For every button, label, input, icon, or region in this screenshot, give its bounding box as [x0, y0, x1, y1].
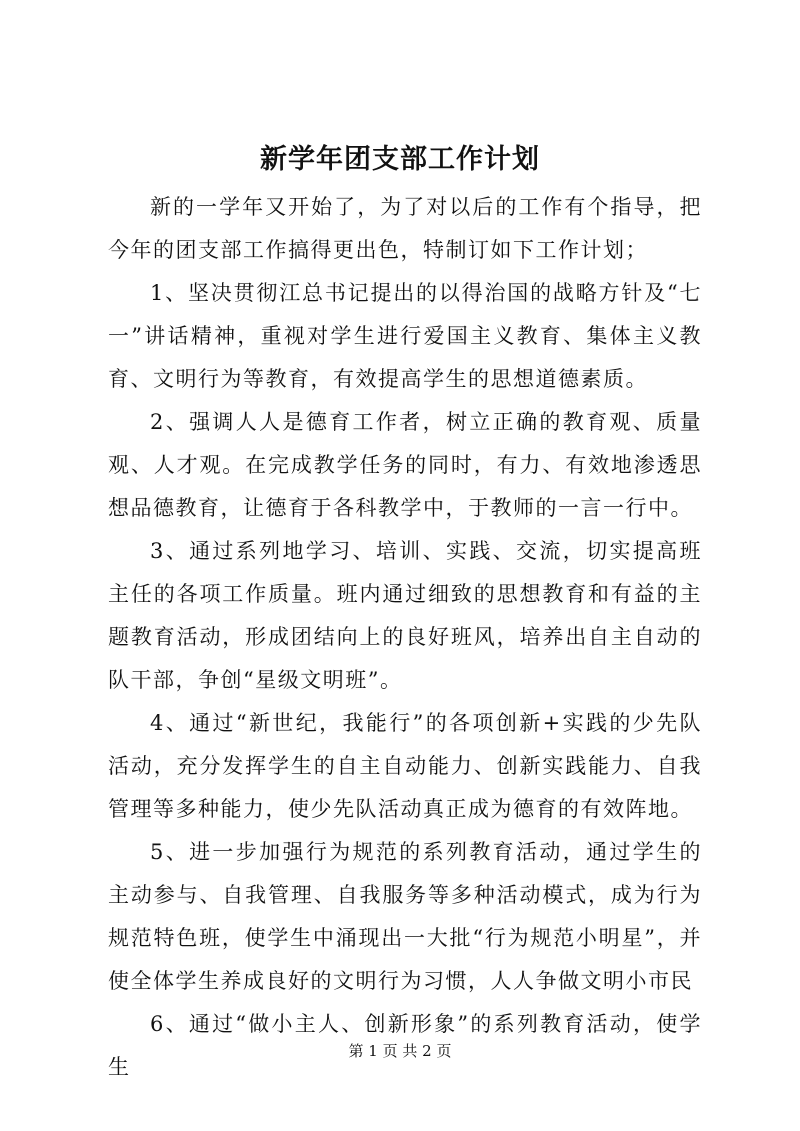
paragraph-item-5: 5、进一步加强行为规范的系列教育活动，通过学生的主动参与、自我管理、自我服务等多种活动模式，成为行为规范特色班，使学生中涌现出一大批“行为规范小明星”，并使全体学生养成良好的文明行为习惯，人人争做文明小市民 [108, 840, 702, 993]
paragraph-intro: 新的一学年又开始了，为了对以后的工作有个指导，把今年的团支部工作搞得更出色，特制订如下工作计划； [108, 195, 702, 262]
paragraph-item-4: 4、通过“新世纪，我能行”的各项创新+实践的少先队活动，充分发挥学生的自主自动能力、创新实践能力、自我管理等多种能力，使少先队活动真正成为德育的有效阵地。 [108, 711, 702, 821]
paragraph-item-1: 1、坚决贯彻江总书记提出的以得治国的战略方针及“七一”讲话精神，重视对学生进行爱国主义教育、集体主义教育、文明行为等教育，有效提高学生的思想道德素质。 [108, 281, 702, 391]
document-body [108, 186, 702, 1089]
document-title: 新学年团支部工作计划 [260, 144, 540, 175]
paragraph-item-3: 3、通过系列地学习、培训、实践、交流，切实提高班主任的各项工作质量。班内通过细致的思想教育和有益的主题教育活动，形成团结向上的良好班风，培养出自主自动的队干部，争创“星级文明班”。 [108, 539, 702, 692]
page-number-footer: 第 1 页 共 2 页 [348, 1042, 452, 1060]
paragraph-item-6: 6、通过“做小主人、创新形象”的系列教育活动，使学生 [108, 1012, 702, 1079]
paragraph-item-2: 2、强调人人是德育工作者，树立正确的教育观、质量观、人才观。在完成教学任务的同时，有力、有效地渗透思想品德教育，让德育于各科教学中，于教师的一言一行中。 [108, 410, 702, 520]
